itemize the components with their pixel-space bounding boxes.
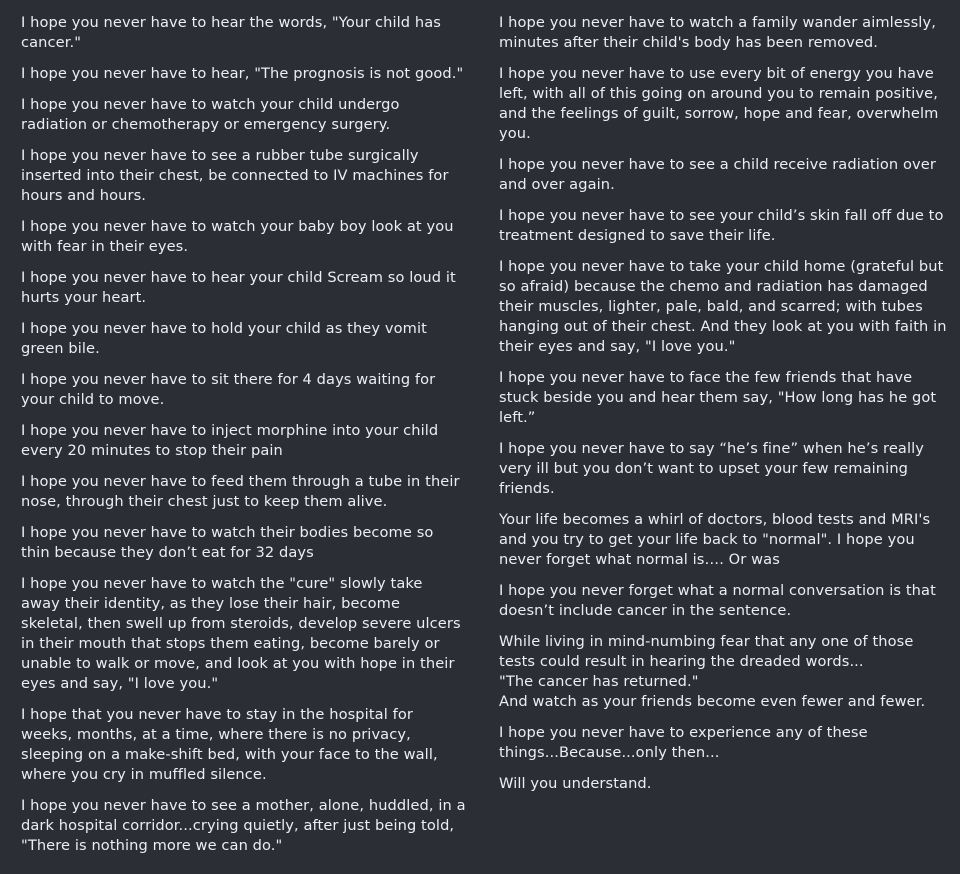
paragraph: I hope you never have to watch the "cure" slowly take away their identity, as they lose their hair, become skeletal, then swell up from steroids, develop severe ulcers in their mouth that stops them eating, become barely or unable to walk or move, and look at you with hope in their eyes and say, "I love you."	[21, 575, 461, 692]
paragraph: I hope you never have to see a child receive radiation over and over again.	[499, 156, 936, 193]
paragraph: I hope you never have to face the few friends that have stuck beside you and hear them say, "How long has he got left.”	[499, 369, 937, 426]
paragraph: I hope you never have to hear your child Scream so loud it hurts your heart.	[21, 269, 456, 306]
paragraph: I hope you never have to use every bit of energy you have left, with all of this going on around you to remain positive, and the feelings of guilt, sorrow, hope and fear, overwhelm you.	[499, 65, 939, 142]
paragraph: I hope you never have to hear the words, "Your child has cancer."	[21, 14, 442, 51]
paragraph: I hope you never have to see your child’s skin fall off due to treatment designed to save their life.	[499, 207, 944, 244]
paragraph: I hope you never have to take your child home (grateful but so afraid) because the chemo and radiation has damaged their muscles, lighter, pale, bald, and scarred; with tubes hanging out of their chest. And they look at you with faith in their eyes and say, "I love you."	[499, 258, 947, 355]
right-text-column	[499, 13, 949, 805]
paragraph: I hope you never have to feed them through a tube in their nose, through their chest just to keep them alive.	[21, 473, 460, 510]
paragraph: I hope you never have to hear, "The prognosis is not good."	[21, 65, 464, 82]
paragraph: I hope you never forget what a normal conversation is that doesn’t include cancer in the sentence.	[499, 582, 936, 619]
paragraph: I hope you never have to watch your child undergo radiation or chemotherapy or emergency surgery.	[21, 96, 400, 133]
paragraph: While living in mind-numbing fear that any one of those tests could result in hearing the dreaded words... "The cancer has returned." And watch as your friends become even fewer and fewer.	[499, 633, 926, 710]
paragraph: I hope you never have to hold your child as they vomit green bile.	[21, 320, 427, 357]
left-text-column	[21, 13, 466, 867]
paragraph: I hope you never have to see a rubber tube surgically inserted into their chest, be connected to IV machines for hours and hours.	[21, 147, 449, 204]
paragraph: Your life becomes a whirl of doctors, blood tests and MRI's and you try to get your life back to "normal". I hope you never forget what normal is…. Or was	[499, 511, 931, 568]
paragraph: I hope you never have to watch your baby boy look at you with fear in their eyes.	[21, 218, 454, 255]
paragraph: I hope you never have to experience any of these things...Because...only then...	[499, 724, 868, 761]
paragraph: I hope you never have to watch a family wander aimlessly, minutes after their child's body has been removed.	[499, 14, 936, 51]
paragraph: I hope you never have to watch their bodies become so thin because they don’t eat for 32 days	[21, 524, 434, 561]
paragraph: I hope you never have to inject morphine into your child every 20 minutes to stop their pain	[21, 422, 439, 459]
paragraph: Will you understand.	[499, 775, 652, 792]
paragraph: I hope you never have to see a mother, alone, huddled, in a dark hospital corridor...crying quietly, after just being told, "There is nothing more we can do."	[21, 797, 466, 854]
paragraph: I hope that you never have to stay in the hospital for weeks, months, at a time, where there is no privacy, sleeping on a make-shift bed, with your face to the wall, where you cry in muffled silence.	[21, 706, 438, 783]
paragraph: I hope you never have to sit there for 4 days waiting for your child to move.	[21, 371, 436, 408]
paragraph: I hope you never have to say “he’s fine” when he’s really very ill but you don’t want to upset your few remaining friends.	[499, 440, 924, 497]
